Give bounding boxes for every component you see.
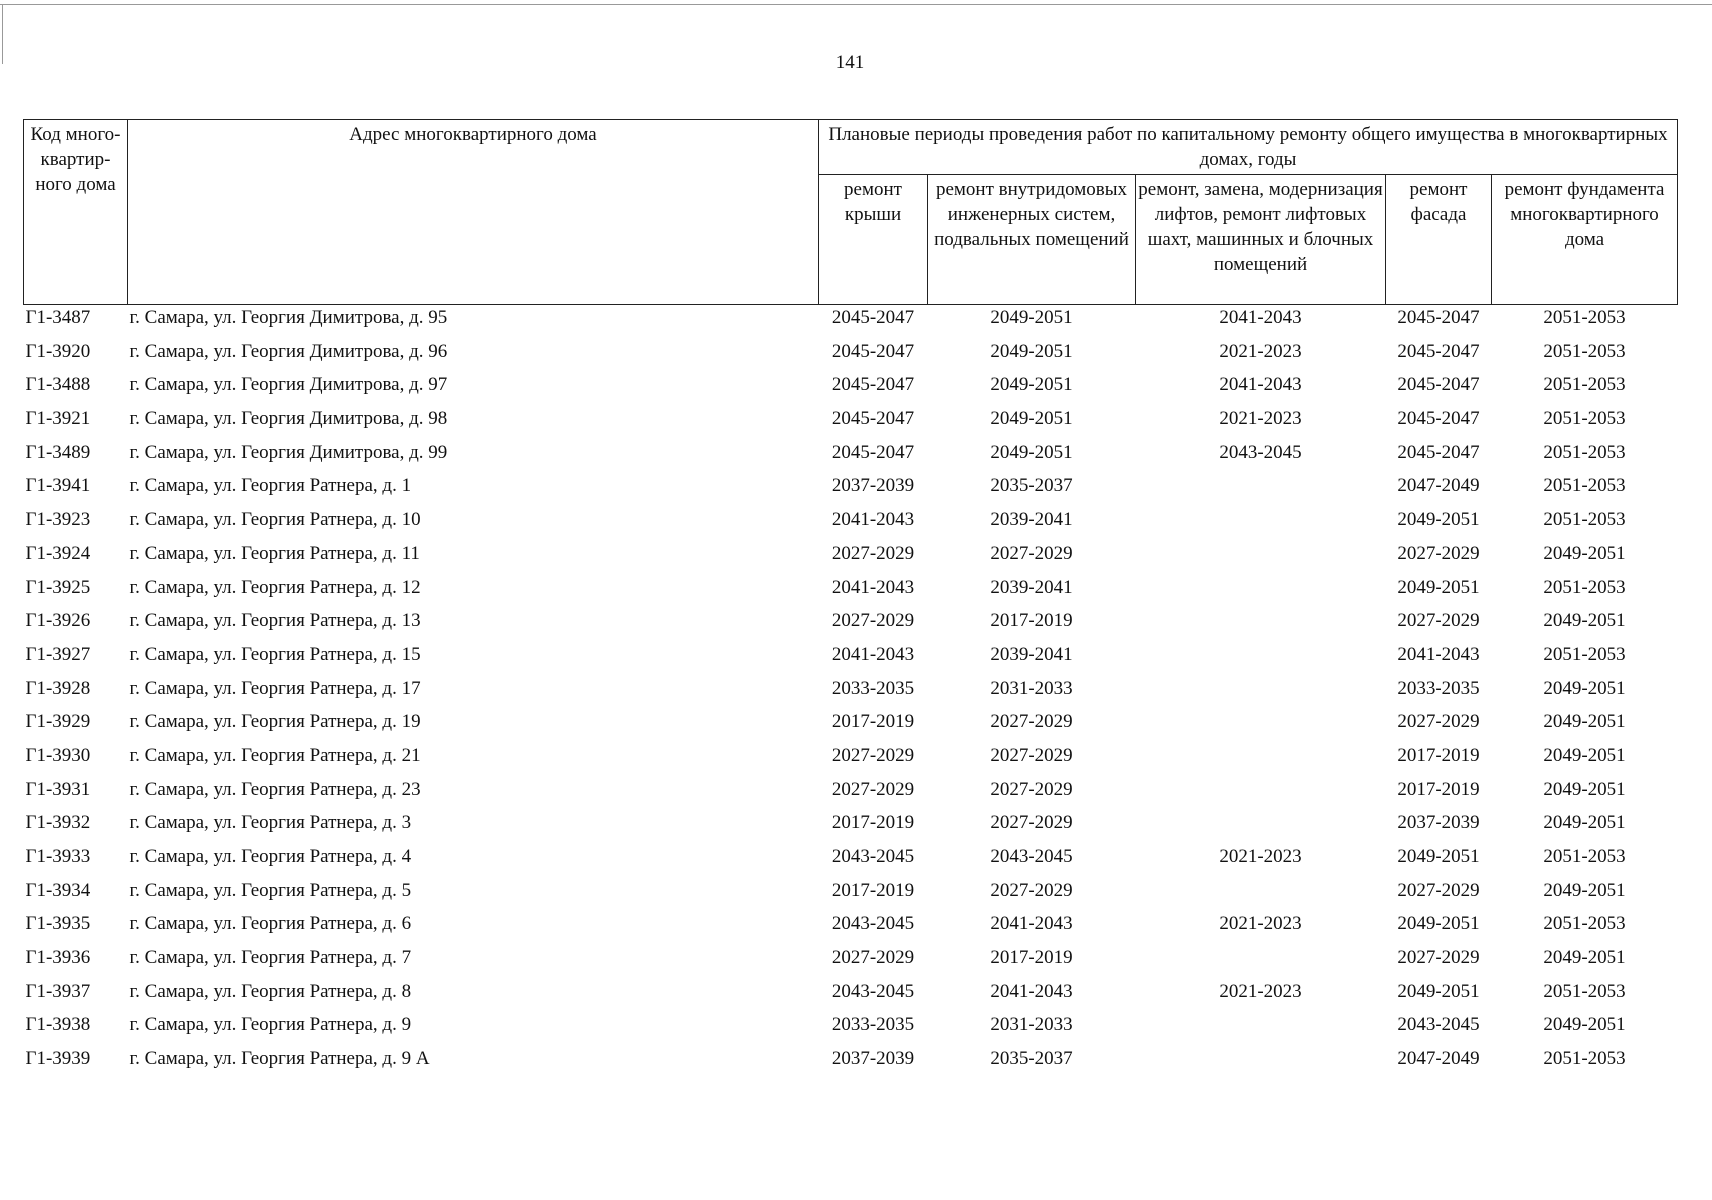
cell-foundation: 2049-2051	[1543, 744, 1626, 766]
table-body	[24, 305, 1678, 1080]
cell-code: Г1-3934	[25, 879, 91, 901]
cell-lifts	[1136, 642, 1386, 676]
header-systems: ремонт внутридомовых инженерных систем, подвальных помещений	[928, 175, 1136, 305]
cell-address: г. Самара, ул. Георгия Димитрова, д. 97	[129, 374, 448, 396]
cell-lifts	[1136, 608, 1386, 642]
cell-lifts	[1136, 1012, 1386, 1046]
cell-roof: 2045-2047	[831, 340, 915, 362]
cell-address: г. Самара, ул. Георгия Ратнера, д. 7	[129, 947, 412, 969]
cell-lifts	[1136, 1046, 1386, 1080]
cell-systems: 2027-2029	[990, 711, 1073, 733]
table-row	[24, 945, 1678, 979]
cell-address: г. Самара, ул. Георгия Ратнера, д. 15	[129, 643, 421, 665]
cell-lifts: 2021-2023	[1219, 408, 1302, 430]
cell-foundation: 2049-2051	[1543, 610, 1626, 632]
cell-systems: 2049-2051	[990, 441, 1073, 463]
cell-facade: 2045-2047	[1397, 307, 1480, 328]
cell-roof: 2037-2039	[831, 475, 915, 497]
cell-roof: 2041-2043	[831, 643, 915, 665]
cell-systems: 2049-2051	[990, 374, 1073, 396]
cell-roof: 2027-2029	[831, 744, 915, 766]
table-row	[24, 777, 1678, 811]
header-lifts: ремонт, замена, модернизация лифтов, ремонт лифтовых шахт, машинных и блочных помещений	[1136, 175, 1386, 305]
cell-facade: 2017-2019	[1397, 744, 1480, 766]
cell-roof: 2037-2039	[831, 1048, 915, 1070]
cell-lifts	[1136, 709, 1386, 743]
cell-address: г. Самара, ул. Георгия Ратнера, д. 9	[129, 1014, 412, 1036]
header-foundation: ремонт фундамента многоквартирного дома	[1492, 175, 1678, 305]
cell-roof: 2017-2019	[831, 711, 915, 733]
header-facade: ремонт фасада	[1386, 175, 1492, 305]
table-row	[24, 608, 1678, 642]
cell-facade: 2043-2045	[1397, 1014, 1480, 1036]
cell-foundation: 2051-2053	[1543, 475, 1626, 497]
header-periods-group: Плановые периоды проведения работ по капитальному ремонту общего имущества в многоквартирных домах, годы	[819, 120, 1678, 175]
cell-facade: 2045-2047	[1397, 441, 1480, 463]
cell-facade: 2045-2047	[1397, 408, 1480, 430]
cell-foundation: 2051-2053	[1543, 374, 1626, 396]
cell-address: г. Самара, ул. Георгия Димитрова, д. 99	[129, 441, 448, 463]
cell-roof: 2033-2035	[831, 1014, 915, 1036]
cell-systems: 2017-2019	[990, 947, 1073, 969]
cell-code: Г1-3926	[25, 610, 91, 632]
cell-foundation: 2051-2053	[1543, 307, 1626, 328]
cell-address: г. Самара, ул. Георгия Ратнера, д. 5	[129, 879, 412, 901]
cell-systems: 2039-2041	[990, 509, 1073, 531]
cell-foundation: 2049-2051	[1543, 879, 1626, 901]
scan-edge-top	[0, 4, 1712, 5]
cell-lifts	[1136, 878, 1386, 912]
cell-lifts	[1136, 810, 1386, 844]
cell-lifts: 2021-2023	[1219, 340, 1302, 362]
cell-facade: 2049-2051	[1397, 576, 1480, 598]
cell-lifts: 2041-2043	[1219, 307, 1302, 328]
cell-systems: 2031-2033	[990, 677, 1073, 699]
cell-systems: 2049-2051	[990, 340, 1073, 362]
cell-code: Г1-3923	[25, 509, 91, 531]
cell-address: г. Самара, ул. Георгия Ратнера, д. 11	[129, 542, 420, 564]
cell-foundation: 2049-2051	[1543, 778, 1626, 800]
cell-address: г. Самара, ул. Георгия Ратнера, д. 1	[129, 475, 412, 497]
cell-roof: 2041-2043	[831, 509, 915, 531]
cell-roof: 2045-2047	[831, 408, 915, 430]
table-row	[24, 979, 1678, 1013]
cell-roof: 2027-2029	[831, 947, 915, 969]
cell-foundation: 2051-2053	[1543, 913, 1626, 935]
cell-code: Г1-3487	[25, 307, 91, 328]
table-row	[24, 305, 1678, 339]
cell-code: Г1-3489	[25, 441, 91, 463]
cell-systems: 2027-2029	[990, 879, 1073, 901]
cell-facade: 2017-2019	[1397, 778, 1480, 800]
cell-foundation: 2051-2053	[1543, 846, 1626, 867]
cell-systems: 2035-2037	[990, 1048, 1073, 1070]
table-row	[24, 507, 1678, 541]
cell-roof: 2033-2035	[831, 677, 915, 699]
table-header	[24, 120, 1678, 305]
cell-code: Г1-3928	[25, 677, 91, 699]
cell-code: Г1-3937	[25, 980, 91, 1002]
cell-address: г. Самара, ул. Георгия Димитрова, д. 95	[129, 307, 448, 328]
cell-foundation: 2049-2051	[1543, 1014, 1626, 1036]
cell-roof: 2027-2029	[831, 778, 915, 800]
cell-facade: 2027-2029	[1397, 610, 1480, 632]
cell-foundation: 2051-2053	[1543, 643, 1626, 665]
cell-address: г. Самара, ул. Георгия Ратнера, д. 6	[129, 913, 412, 935]
table-row	[24, 709, 1678, 743]
cell-roof: 2027-2029	[831, 542, 915, 564]
cell-roof: 2027-2029	[831, 610, 915, 632]
cell-foundation: 2051-2053	[1543, 576, 1626, 598]
cell-address: г. Самара, ул. Георгия Ратнера, д. 3	[129, 812, 412, 834]
cell-facade: 2047-2049	[1397, 1048, 1480, 1070]
cell-lifts	[1136, 945, 1386, 979]
cell-lifts: 2021-2023	[1219, 913, 1302, 935]
cell-facade: 2041-2043	[1397, 643, 1480, 665]
cell-lifts	[1136, 676, 1386, 710]
cell-foundation: 2051-2053	[1543, 509, 1626, 531]
cell-code: Г1-3939	[25, 1048, 91, 1070]
cell-lifts	[1136, 541, 1386, 575]
cell-systems: 2027-2029	[990, 542, 1073, 564]
cell-systems: 2041-2043	[990, 913, 1073, 935]
cell-lifts	[1136, 575, 1386, 609]
cell-foundation: 2049-2051	[1543, 711, 1626, 733]
header-roof: ремонт крыши	[819, 175, 928, 305]
cell-lifts	[1136, 473, 1386, 507]
cell-systems: 2041-2043	[990, 980, 1073, 1002]
table-row	[24, 372, 1678, 406]
cell-code: Г1-3929	[25, 711, 91, 733]
capital-repair-table	[23, 119, 1678, 1080]
table-row	[24, 676, 1678, 710]
cell-facade: 2049-2051	[1397, 980, 1480, 1002]
cell-address: г. Самара, ул. Георгия Ратнера, д. 8	[129, 980, 412, 1002]
cell-code: Г1-3935	[25, 913, 91, 935]
cell-facade: 2049-2051	[1397, 913, 1480, 935]
table-row	[24, 743, 1678, 777]
cell-systems: 2027-2029	[990, 812, 1073, 834]
table-row	[24, 440, 1678, 474]
cell-code: Г1-3925	[25, 576, 91, 598]
cell-systems: 2049-2051	[990, 408, 1073, 430]
table-row	[24, 844, 1678, 878]
cell-systems: 2039-2041	[990, 643, 1073, 665]
cell-roof: 2017-2019	[831, 879, 915, 901]
table-row	[24, 911, 1678, 945]
cell-address: г. Самара, ул. Георгия Ратнера, д. 4	[129, 846, 412, 867]
table-row	[24, 810, 1678, 844]
cell-code: Г1-3941	[25, 475, 91, 497]
cell-lifts	[1136, 777, 1386, 811]
cell-code: Г1-3932	[25, 812, 91, 834]
cell-facade: 2027-2029	[1397, 947, 1480, 969]
cell-facade: 2037-2039	[1397, 812, 1480, 834]
cell-roof: 2017-2019	[831, 812, 915, 834]
cell-facade: 2049-2051	[1397, 509, 1480, 531]
cell-foundation: 2051-2053	[1543, 340, 1626, 362]
cell-systems: 2017-2019	[990, 610, 1073, 632]
cell-systems: 2039-2041	[990, 576, 1073, 598]
cell-code: Г1-3927	[25, 643, 91, 665]
cell-address: г. Самара, ул. Георгия Ратнера, д. 9 А	[129, 1048, 430, 1070]
cell-address: г. Самара, ул. Георгия Ратнера, д. 21	[129, 744, 421, 766]
table-row	[24, 406, 1678, 440]
cell-facade: 2033-2035	[1397, 677, 1480, 699]
cell-code: Г1-3933	[25, 846, 91, 867]
cell-code: Г1-3931	[25, 778, 91, 800]
cell-address: г. Самара, ул. Георгия Димитрова, д. 96	[129, 340, 448, 362]
cell-facade: 2049-2051	[1397, 846, 1480, 867]
cell-address: г. Самара, ул. Георгия Ратнера, д. 13	[129, 610, 421, 632]
table-row	[24, 642, 1678, 676]
cell-systems: 2049-2051	[990, 307, 1073, 328]
cell-address: г. Самара, ул. Георгия Ратнера, д. 23	[129, 778, 421, 800]
cell-foundation: 2051-2053	[1543, 1048, 1626, 1070]
cell-code: Г1-3921	[25, 408, 91, 430]
table-row	[24, 339, 1678, 373]
cell-code: Г1-3938	[25, 1014, 91, 1036]
cell-facade: 2045-2047	[1397, 340, 1480, 362]
cell-foundation: 2051-2053	[1543, 408, 1626, 430]
cell-foundation: 2049-2051	[1543, 542, 1626, 564]
cell-systems: 2031-2033	[990, 1014, 1073, 1036]
cell-roof: 2045-2047	[831, 441, 915, 463]
table-row	[24, 541, 1678, 575]
cell-code: Г1-3930	[25, 744, 91, 766]
cell-systems: 2027-2029	[990, 778, 1073, 800]
cell-code: Г1-3924	[25, 542, 91, 564]
cell-address: г. Самара, ул. Георгия Ратнера, д. 10	[129, 509, 421, 531]
cell-facade: 2027-2029	[1397, 711, 1480, 733]
cell-roof: 2043-2045	[831, 980, 915, 1002]
cell-systems: 2035-2037	[990, 475, 1073, 497]
cell-lifts: 2021-2023	[1219, 980, 1302, 1002]
cell-roof: 2041-2043	[831, 576, 915, 598]
cell-roof: 2043-2045	[831, 846, 915, 867]
cell-lifts: 2041-2043	[1219, 374, 1302, 396]
header-address: Адрес многоквартирного дома	[128, 120, 819, 305]
cell-facade: 2047-2049	[1397, 475, 1480, 497]
cell-code: Г1-3488	[25, 374, 91, 396]
cell-foundation: 2051-2053	[1543, 980, 1626, 1002]
cell-systems: 2027-2029	[990, 744, 1073, 766]
cell-roof: 2045-2047	[831, 374, 915, 396]
page-number: 141	[835, 52, 865, 73]
cell-code: Г1-3920	[25, 340, 91, 362]
table-row	[24, 1012, 1678, 1046]
cell-lifts: 2043-2045	[1219, 441, 1302, 463]
cell-roof: 2043-2045	[831, 913, 915, 935]
header-code: Код много-квартир-ного дома	[24, 120, 128, 305]
cell-lifts	[1136, 507, 1386, 541]
cell-roof: 2045-2047	[831, 307, 915, 328]
cell-address: г. Самара, ул. Георгия Ратнера, д. 12	[129, 576, 421, 598]
cell-foundation: 2051-2053	[1543, 441, 1626, 463]
cell-foundation: 2049-2051	[1543, 812, 1626, 834]
table-row	[24, 1046, 1678, 1080]
cell-facade: 2027-2029	[1397, 542, 1480, 564]
cell-address: г. Самара, ул. Георгия Димитрова, д. 98	[129, 408, 448, 430]
scan-edge-left	[2, 4, 3, 64]
cell-foundation: 2049-2051	[1543, 947, 1626, 969]
cell-facade: 2027-2029	[1397, 879, 1480, 901]
cell-address: г. Самара, ул. Георгия Ратнера, д. 19	[129, 711, 421, 733]
cell-facade: 2045-2047	[1397, 374, 1480, 396]
table-row	[24, 878, 1678, 912]
cell-systems: 2043-2045	[990, 846, 1073, 867]
cell-address: г. Самара, ул. Георгия Ратнера, д. 17	[129, 677, 421, 699]
table-row	[24, 473, 1678, 507]
cell-foundation: 2049-2051	[1543, 677, 1626, 699]
cell-lifts: 2021-2023	[1219, 846, 1302, 867]
table-row	[24, 575, 1678, 609]
cell-code: Г1-3936	[25, 947, 91, 969]
cell-lifts	[1136, 743, 1386, 777]
